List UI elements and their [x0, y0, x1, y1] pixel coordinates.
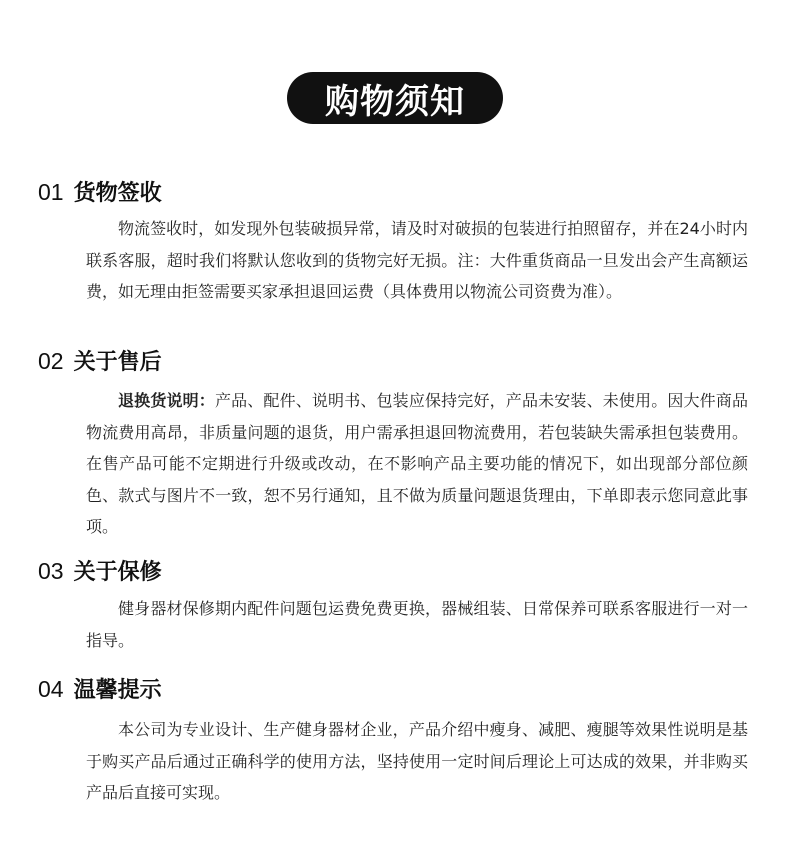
section-heading-04: [38, 673, 162, 704]
section-number: 03: [38, 558, 64, 584]
page-title-banner: [287, 72, 503, 124]
section-heading-01: [38, 176, 162, 207]
section-number: 01: [38, 179, 64, 205]
section-number: 02: [38, 348, 64, 374]
section-title: 关于售后: [73, 350, 162, 375]
section-heading-03: [38, 555, 162, 586]
section-body-04: 本公司为专业设计、生产健身器材企业，产品介绍中瘦身、减肥、瘦腿等效果性说明是基于购买产品后通过正确科学的使用方法，坚持使用一定时间后理论上可达成的效果，并非购买产品后直接可实现。: [86, 720, 748, 802]
section-body-03: 健身器材保修期内配件问题包运费免费更换，器械组装、日常保养可联系客服进行一对一指导。: [86, 599, 748, 650]
page-title: 购物须知: [325, 81, 465, 122]
section-heading-02: [38, 345, 162, 376]
section-body-02: [86, 385, 748, 543]
returns-label: 退换货说明：: [118, 391, 215, 410]
returns-text: 产品、配件、说明书、包装应保持完好，产品未安装、未使用。因大件商品物流费用高昂，非质量问题的退货，用户需承担退回物流费用，若包装缺失需承担包装费用。在售产品可能不定期进行升级或改动，在不影响产品主要功能的情况下，如出现部分部位颜色、款式与图片不一致，恕不另行通知，且不做为质量问题退货理由，下单即表示您同意此事项。: [86, 391, 748, 536]
section-title: 温馨提示: [73, 678, 162, 703]
section-title: 货物签收: [73, 181, 162, 206]
section-body-01: 物流签收时，如发现外包装破损异常，请及时对破损的包装进行拍照留存，并在24小时内联系客服，超时我们将默认您收到的货物完好无损。注：大件重货商品一旦发出会产生高额运费，如无理由拒签需要买家承担退回运费（具体费用以物流公司资费为准）。: [86, 219, 748, 301]
section-number: 04: [38, 676, 64, 702]
section-title: 关于保修: [73, 560, 162, 585]
